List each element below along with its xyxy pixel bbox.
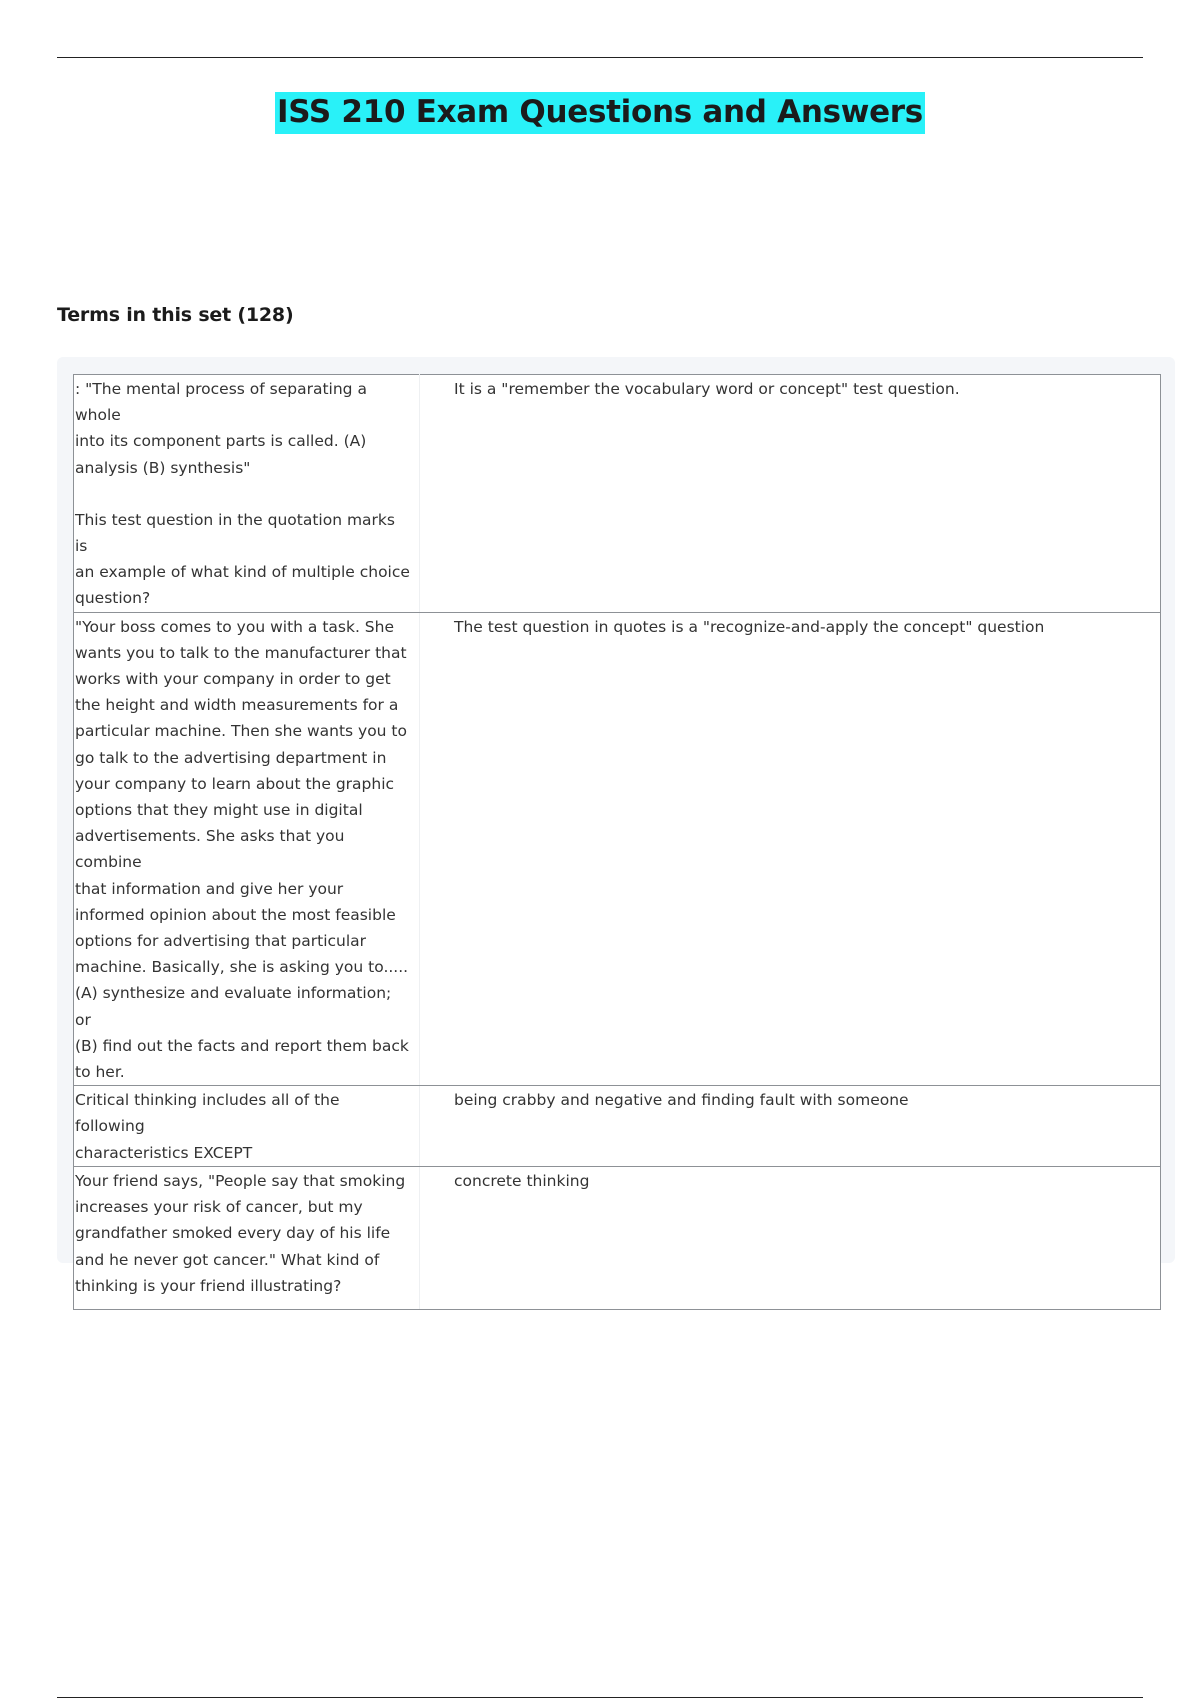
term-line: question? [75,589,151,608]
definition-text: concrete thinking [454,1171,590,1190]
term-row [74,1166,1161,1309]
terms-table [73,374,1161,1310]
term-row [74,612,1161,1086]
title-wrap [0,92,1200,134]
term-line: grandfather smoked every day of his life [75,1224,391,1243]
definition-text: being crabby and negative and finding fault with someone [454,1091,909,1110]
definition-text: The test question in quotes is a "recognize-and-apply the concept" question [454,617,1045,636]
term-text [75,1086,411,1166]
term-line: go talk to the advertising department in [75,748,387,767]
terms-heading: Terms in this set (128) [57,304,294,326]
term-line: machine. Basically, she is asking you to..... [75,958,409,977]
top-rule [57,57,1143,58]
term-line: options for advertising that particular [75,932,367,951]
term-line: characteristics EXCEPT [75,1143,253,1162]
definition-cell [420,375,1161,613]
definition-cell [420,1086,1161,1167]
term-line: informed opinion about the most feasible [75,905,396,924]
term-line: : "The mental process of separating a whole [75,380,367,425]
term-row [74,375,1161,613]
term-cell [74,375,420,613]
term-line: into its component parts is called. (A) [75,432,367,451]
term-line: to her. [75,1063,125,1082]
term-line: This test question in the quotation marks is [75,510,395,556]
term-line: increases your risk of cancer, but my [75,1198,363,1217]
bottom-rule [57,1697,1143,1698]
term-cell [74,1086,420,1167]
term-line: (A) synthesize and evaluate information; or [75,984,392,1029]
term-line [75,481,411,507]
definition-cell [420,1166,1161,1309]
term-line: Critical thinking includes all of the following [75,1091,340,1136]
document-title: ISS 210 Exam Questions and Answers [275,92,925,134]
term-line: wants you to talk to the manufacturer that [75,643,407,662]
term-line: your company to learn about the graphic [75,774,395,793]
term-row [74,1086,1161,1167]
term-line: that information and give her your [75,879,344,898]
term-line: Your friend says, "People say that smoking [75,1171,406,1190]
term-text [75,613,411,1086]
term-line: (B) find out the facts and report them back [75,1036,409,1055]
term-cell [74,612,420,1086]
term-line: options that they might use in digital [75,801,363,820]
definition-text: It is a "remember the vocabulary word or concept" test question. [454,380,960,398]
term-text [75,375,411,612]
term-line: the height and width measurements for a [75,696,399,715]
term-line: "Your boss comes to you with a task. She [75,617,394,636]
term-line: and he never got cancer." What kind of [75,1250,380,1269]
definition-cell [420,612,1161,1086]
term-line: analysis (B) synthesis" [75,458,251,477]
term-cell [74,1166,420,1309]
term-line: advertisements. She asks that you combine [75,827,345,872]
term-line: particular machine. Then she wants you to [75,722,407,741]
term-line: thinking is your friend illustrating? [75,1276,342,1295]
term-text [75,1167,411,1299]
term-line: works with your company in order to get [75,670,391,689]
term-line: an example of what kind of multiple choice [75,563,410,582]
